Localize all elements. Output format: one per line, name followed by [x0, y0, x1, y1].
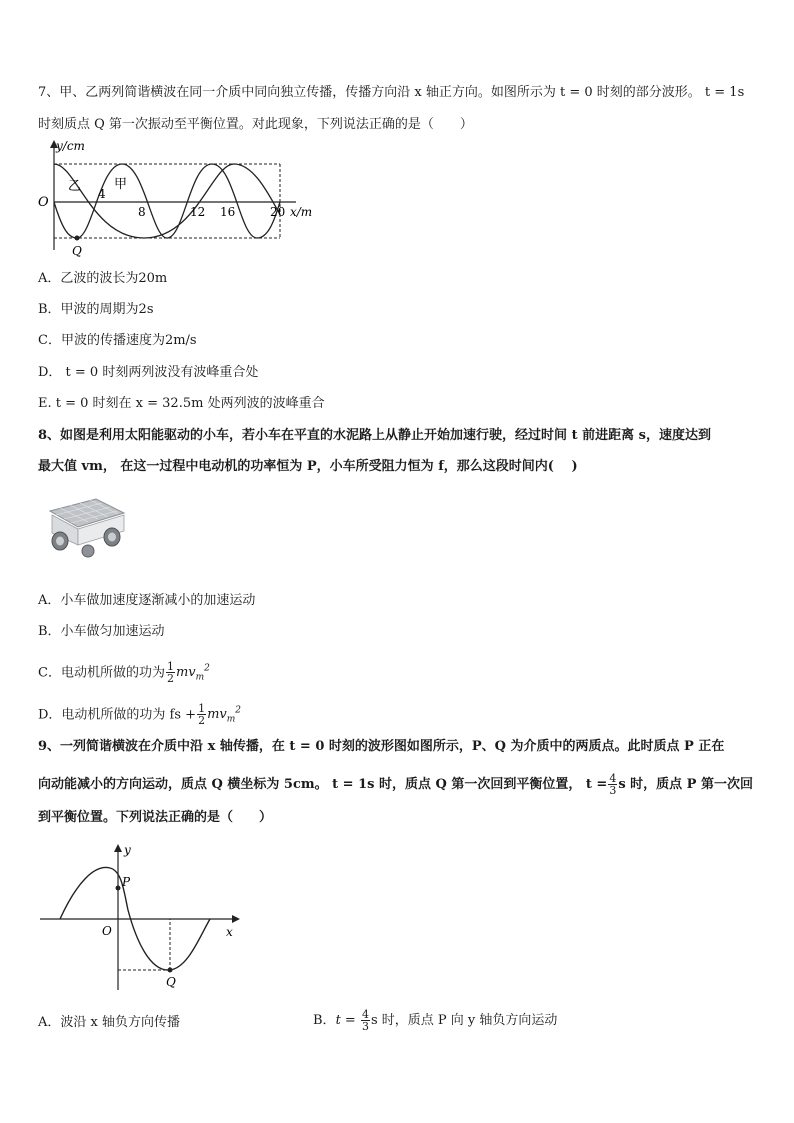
q9-p-label: P: [122, 875, 131, 889]
q9-wave-figure: [40, 840, 250, 995]
q8-option-a: A．小车做加速度逐渐减小的加速运动: [38, 593, 256, 608]
q9-option-b-prefix: B．: [313, 1013, 336, 1028]
q7-tick-12: 12: [190, 205, 206, 219]
q9-y-axis-arrow: [114, 844, 122, 852]
q8-stem-line1: 8、如图是利用太阳能驱动的小车，若小车在平直的水泥路上从静止开始加速行驶，经过时间 t 前进距离 s，速度达到: [38, 428, 711, 443]
q9-origin-label: O: [102, 924, 112, 938]
q9-stem-line3: 到平衡位置。下列说法正确的是（ ）: [38, 810, 273, 825]
q8-option-c: [38, 660, 210, 687]
q7-stem-line2: 时刻质点 Q 第一次振动至平衡位置。对此现象，下列说法正确的是（ ）: [38, 117, 473, 132]
q7-option-d: D． t = 0 时刻两列波没有波峰重合处: [38, 365, 259, 380]
q8-stem-line2: 最大值 vm， 在这一过程中电动机的功率恒为 P，小车所受阻力恒为 f，那么这段时间内( ): [38, 459, 578, 474]
q9-stem-line1: 9、一列简谐横波在介质中沿 x 轴传播，在 t = 0 时刻的波形图如图所示，P、Q 为介质中的两质点。此时质点 P 正在: [38, 739, 725, 754]
q9-stem-line2-a: 向动能减小的方向运动，质点 Q 横坐标为 5cm。 t = 1s 时，质点 Q 第一次回到平衡位置， t =: [38, 777, 608, 792]
q7-option-a: A．乙波的波长为20m: [38, 271, 168, 286]
q7-tick-4: 4: [98, 187, 106, 201]
q9-stem-line2: [38, 773, 753, 796]
q7-point-q: [75, 236, 80, 241]
q9-point-p: [116, 886, 121, 891]
q7-tick-8: 8: [138, 205, 146, 219]
q7-tick-20: 20: [270, 205, 286, 219]
q7-wave-figure: [34, 138, 334, 262]
q8-option-c-fraction: $\frac{1}{2}$: [166, 660, 174, 686]
q9-time-fraction: $\frac{4}{3}$: [609, 772, 617, 797]
q7-x-label: x/m: [290, 205, 313, 219]
q9-option-a: A．波沿 x 轴负方向传播: [38, 1015, 180, 1030]
q8-option-d-formula: $mv_m^2$: [207, 706, 242, 725]
q7-tick-16: 16: [220, 205, 236, 219]
q7-stem-line1: 7、甲、乙两列简谐横波在同一介质中同向独立传播，传播方向沿 x 轴正方向。如图所示为 t = 0 时刻的部分波形。 t = 1s: [38, 85, 745, 100]
q8-option-c-formula: $mv_m^2$: [175, 664, 210, 683]
q8-option-d-fraction: $\frac{1}{2}$: [198, 702, 206, 728]
q8-option-b: B．小车做匀加速运动: [38, 624, 165, 639]
q9-stem-line2-b: s 时，质点 P 第一次回: [618, 777, 753, 792]
q7-y-label: y/cm: [56, 139, 85, 153]
q7-origin-label: O: [38, 195, 49, 210]
q9-q-label: Q: [166, 975, 176, 989]
q8-option-d-prefix: D．电动机所做的功为 fs +: [38, 707, 197, 723]
q7-option-b: B．甲波的周期为2s: [38, 302, 154, 317]
q9-y-label: y: [124, 843, 131, 857]
q9-option-b-fraction: $\frac{4}{3}$: [361, 1008, 369, 1033]
solar-car-image: [44, 497, 130, 559]
q7-label-yi: 乙: [68, 179, 82, 194]
q7-label-jia: 甲: [114, 177, 128, 192]
q9-option-b-suffix: s 时，质点 P 向 y 轴负方向运动: [370, 1013, 558, 1028]
q9-x-label: x: [226, 925, 233, 939]
q7-label-q: Q: [72, 244, 82, 258]
q8-option-d: [38, 702, 241, 729]
q7-option-e: E. t = 0 时刻在 x = 32.5m 处两列波的波峰重合: [38, 396, 325, 411]
q8-option-c-prefix: C．电动机所做的功为: [38, 665, 165, 681]
q9-option-b: B．t = $\frac{4}{3}$ s 时，质点 P 向 y 轴负方向运动: [313, 1008, 558, 1033]
q7-option-c: C．甲波的传播速度为2m/s: [38, 333, 197, 348]
q9-x-axis-arrow: [232, 915, 240, 923]
q9-point-q: [168, 968, 173, 973]
